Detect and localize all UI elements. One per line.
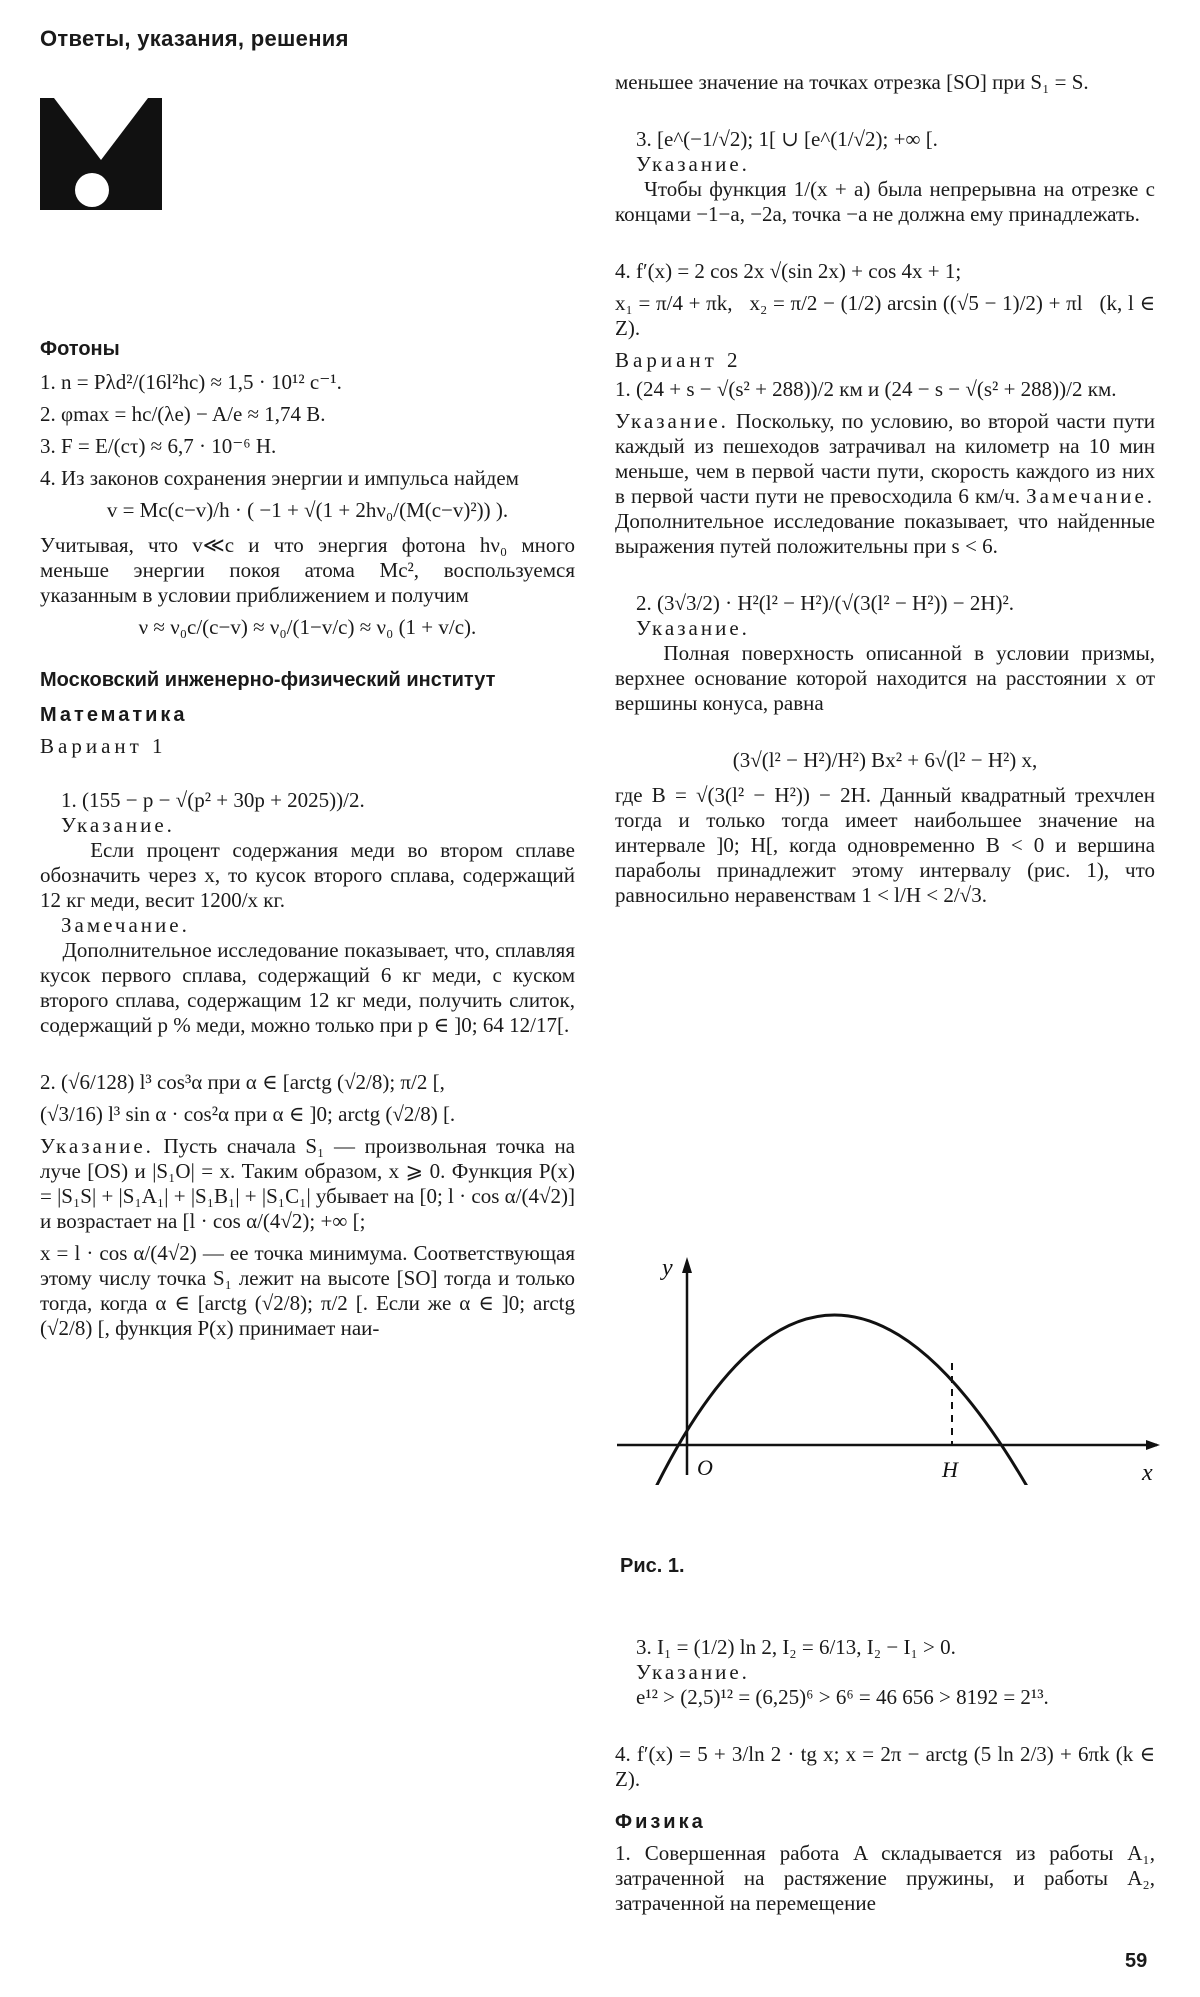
math-v1-answer-2a: 2. (√6/128) l³ cos³α при α ∈ [arctg (√2/8); π/2 [, [40, 1070, 445, 1094]
x-axis-arrow-icon [1146, 1440, 1160, 1450]
math-v1-answer-3 [615, 102, 1161, 252]
math-v2-answer-2-formula: 2. (3√3/2) · H²(l² − H²)/(√(3(l² − H²)) − 2H)². [636, 591, 1015, 615]
math-v1-answer-4-roots: x₁ = π/4 + πk, x₂ = π/2 − (1/2) arcsin ((√5 − 1)/2) + πl (k, l ∈ Z). [615, 291, 1161, 340]
variant-2-heading: Вариант 2 [615, 348, 742, 372]
photons-answer-2: 2. φmax = hc/(λe) − A/e ≈ 1,74 В. [40, 402, 326, 426]
math-v2-answer-3-hint: e¹² > (2,5)¹² = (6,25)⁶ > 6⁶ = 46 656 > 8192 = 2¹³. [636, 1685, 1049, 1709]
math-v2-answer-2-hint: Полная поверхность описанной в условии призмы, верхнее основание которой находится на расстоянии x от вершины конуса, равна [615, 641, 1161, 715]
right-column-bottom [615, 1610, 1161, 1923]
note-label: Замечание. [1026, 484, 1156, 508]
hint-label: Указание. [40, 1134, 154, 1158]
hint-label: Указание. [636, 152, 750, 176]
math-v2-answer-1: 1. (24 + s − √(s² + 288))/2 км и (24 − s − √(s² + 288))/2 км. [615, 377, 1117, 401]
hint-label: Указание. [615, 409, 729, 433]
hint-label: Указание. [636, 616, 750, 640]
h-label: H [942, 1457, 958, 1482]
figure-caption: Рис. 1. [620, 1555, 685, 1577]
hint-label: Указание. [636, 1660, 750, 1684]
origin-label: O [697, 1455, 713, 1480]
math-v1-answer-2-hint [40, 1134, 575, 1234]
note-label: Замечание. [61, 913, 190, 937]
math-v2-answer-2-formula2: (3√(l² − H²)/H²) Bx² + 6√(l² − H²) x, [732, 748, 1038, 772]
y-axis-label: y [662, 1255, 673, 1281]
math-v1-answer-1-hint: Если процент содержания меди во втором сплаве обозначить через x, то кусок второго сплава, содержащий 12 кг меди, весит 1200/x кг. [40, 838, 581, 912]
subsection-physics: Физика [615, 1811, 706, 1833]
y-axis-arrow-icon [682, 1257, 692, 1273]
math-v2-answer-2-hint-cont: где B = √(3(l² − H²)) − 2H. Данный квадратный трехчлен тогда и только тогда имеет наибольшее значение на интервале ]0; H[, когда одновременно B < 0 и вершина параболы принадлежит этому интервалу (рис. 1), что равносильно неравенствам 1 < l/H < 2/√3. [615, 783, 1155, 907]
hint-label: Указание. [61, 813, 175, 837]
running-head: Ответы, указания, решения [40, 26, 349, 51]
photons-answer-4: 4. Из законов сохранения энергии и импульса найдем [40, 466, 519, 490]
math-v1-answer-3-formula: 3. [e^(−1/√2); 1[ ∪ [e^(1/√2); +∞ [. [636, 127, 938, 151]
math-v1-answer-4: 4. f′(x) = 2 cos 2x √(sin 2x) + cos 4x + 1; [615, 259, 962, 283]
math-v1-answer-1-note: Дополнительное исследование показывает, что, сплавляя кусок первого сплава, содержащий 6 кг меди, с куском второго сплава, содержащим 12 кг меди, получить слиток, содержащий p % меди, можно только при p ∈ ]0; 64 12/17[. [40, 938, 581, 1037]
physics-answer-1: 1. Совершенная работа A складывается из работы A₁, затраченной на растяжение пружины, и работы A₂, затраченной на перемещение [615, 1841, 1155, 1915]
math-v1-answer-2-hint-text: Пусть сначала S₁ — произвольная точка на луче [OS) и |S₁O| = x. Таким образом, x ⩾ 0. Функция P(x) = |S₁S| + |S₁A₁| + |S₁B₁| + |S₁C₁| убывает на [0; l · cos α/(4√2)] и возрастает на [l · cos α/(4√2); +∞ [; [40, 1134, 576, 1233]
math-v2-answer-1-hint-text: Поскольку, по условию, во второй части пути каждый из пешеходов затрачивал на километр на 10 мин меньше, чем в первой части пути, скорость каждого из них в первой части пути не превосходила 6 км/ч. [615, 409, 1156, 508]
page-number: 59 [1125, 1950, 1148, 1972]
math-v2-answer-1-note: Дополнительное исследование показывает, что найденные выражения путей положительны при s < 6. [615, 509, 1155, 558]
photons-answer-1: 1. n = Pλd²/(16l²hc) ≈ 1,5 · 10¹² с⁻¹. [40, 370, 342, 394]
subsection-math: Математика [40, 704, 188, 726]
photons-answer-3: 3. F = E/(cτ) ≈ 6,7 · 10⁻⁶ Н. [40, 434, 277, 458]
left-column [40, 325, 581, 1348]
section-photons: Фотоны [40, 338, 120, 360]
math-v1-answer-1 [40, 763, 581, 1063]
right-column [615, 70, 1161, 915]
math-v1-answer-2-end: меньшее значение на точках отрезка [SO] при S₁ = S. [615, 70, 1089, 94]
figure-parabola [612, 1245, 1172, 1485]
photons-formula-4b: ν ≈ ν₀c/(c−v) ≈ ν₀/(1−v/c) ≈ ν₀ (1 + v/c). [138, 615, 477, 639]
journal-logo-icon [40, 98, 162, 210]
photons-answer-4-cont: Учитывая, что v≪c и что энергия фотона hν₀ много меньше энергии покоя атома Mc², воспользуемся указанным в условии приближением и получим [40, 533, 575, 607]
variant-1-heading: Вариант 1 [40, 734, 167, 758]
math-v2-answer-4: 4. f′(x) = 5 + 3/ln 2 · tg x; x = 2π − arctg (5 ln 2/3) + 6πk (k ∈ Z). [615, 1742, 1161, 1791]
math-v1-answer-3-hint: Чтобы функция 1/(x + a) была непрерывна на отрезке с концами −1−a, −2a, точка −a не должна ему принадлежать. [615, 177, 1161, 226]
math-v1-answer-1-formula: 1. (155 − p − √(p² + 30p + 2025))/2. [61, 788, 365, 812]
x-axis-label: x [1142, 1460, 1153, 1485]
section-mifi: Московский инженерно-физический институт [40, 669, 496, 691]
math-v2-answer-3-formula: 3. I₁ = (1/2) ln 2, I₂ = 6/13, I₂ − I₁ > 0. [636, 1635, 956, 1659]
math-v1-answer-2-hint-cont: x = l · cos α/(4√2) — ее точка минимума. Соответствующая этому числу точка S₁ лежит на высоте [SO] тогда и только тогда, когда α ∈ [arctg (√2/8); π/2 [. Если же α ∈ ]0; arctg (√2/8) [, функция P(x) принимает наи- [40, 1241, 575, 1340]
math-v2-answer-1-hint [615, 409, 1155, 559]
math-v1-answer-2b: (√3/16) l³ sin α · cos²α при α ∈ ]0; arctg (√2/8) [. [40, 1102, 456, 1126]
math-v2-answer-2 [615, 566, 1161, 741]
math-v2-answer-3 [615, 1610, 1155, 1735]
photons-formula-4: v = Mc(c−v)/h · ( −1 + √(1 + 2hν₀/(M(c−v)²)) ). [106, 498, 509, 522]
